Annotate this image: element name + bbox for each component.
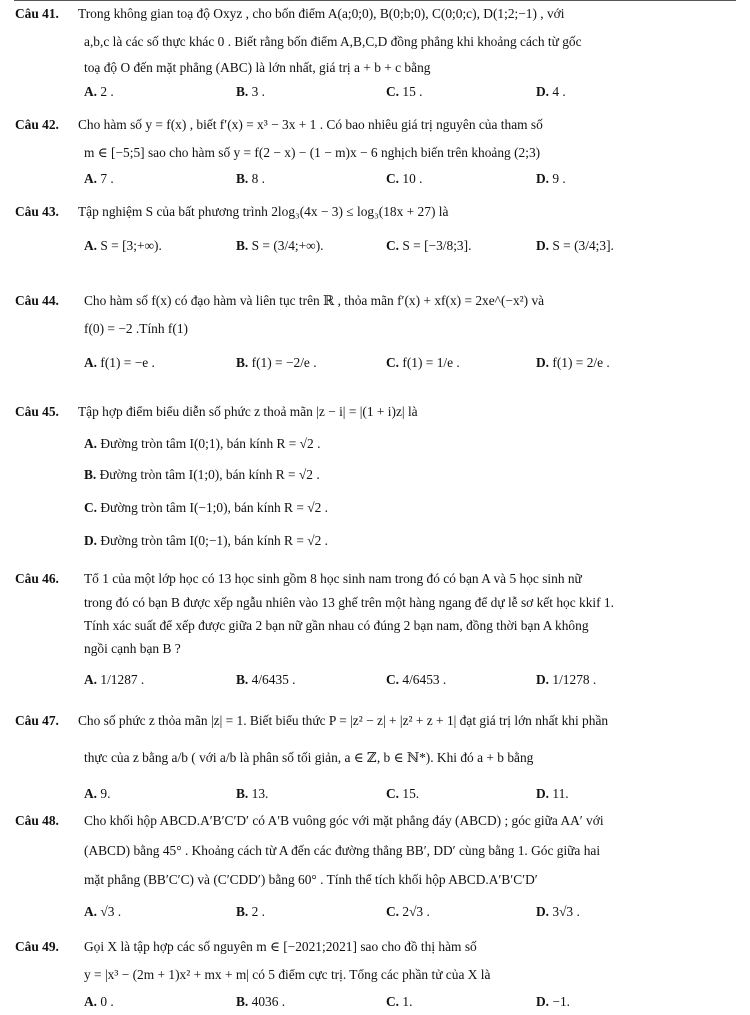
- q41-option-c: C. 15 .: [386, 84, 423, 99]
- q48-option-c: C. 2√3 .: [386, 904, 430, 919]
- q41-line-1: Trong không gian toạ độ Oxyz , cho bốn điểm A(a;0;0), B(0;b;0), C(0;0;c), D(1;2;−1) , với: [78, 6, 565, 21]
- q49-number: Câu 49.: [15, 939, 59, 954]
- q47-option-a: A. 9.: [84, 786, 111, 801]
- q46-line-3: Tính xác suất để xếp được giữa 2 bạn nữ gần nhau có đúng 2 bạn nam, đồng thời bạn A không: [84, 618, 589, 633]
- q43-option-c: C. S = [−3/8;3].: [386, 238, 472, 253]
- q41-number: Câu 41.: [15, 6, 59, 21]
- q49-option-a: A. 0 .: [84, 994, 114, 1009]
- q41-line-3: toạ độ O đến mặt phẳng (ABC) là lớn nhất, giá trị a + b + c bằng: [84, 60, 431, 75]
- q49-option-c: C. 1.: [386, 994, 413, 1009]
- q42-option-c: C. 10 .: [386, 171, 423, 186]
- top-rule: [14, 0, 736, 1]
- q44-option-c: C. f(1) = 1/e .: [386, 355, 460, 370]
- q47-line-2: thực của z bằng a/b ( với a/b là phân số tối giản, a ∈ ℤ, b ∈ ℕ*). Khi đó a + b bằng: [84, 750, 534, 765]
- q46-number: Câu 46.: [15, 571, 59, 586]
- q44-option-a: A. f(1) = −e .: [84, 355, 155, 370]
- q47-option-c: C. 15.: [386, 786, 420, 801]
- q49-option-b: B. 4036 .: [236, 994, 286, 1009]
- q45-number: Câu 45.: [15, 404, 59, 419]
- q46-line-1: Tổ 1 của một lớp học có 13 học sinh gồm 8 học sinh nam trong đó có bạn A và 5 học sinh nữ: [84, 571, 582, 586]
- q45-option-b: B. Đường tròn tâm I(1;0), bán kính R = √2 .: [84, 467, 320, 482]
- q41-option-a: A. 2 .: [84, 84, 114, 99]
- q49-line-2: y = |x³ − (2m + 1)x² + mx + m| có 5 điểm cực trị. Tổng các phần tử của X là: [84, 967, 491, 982]
- q45-option-d: D. Đường tròn tâm I(0;−1), bán kính R = √2 .: [84, 533, 328, 548]
- q45-option-c: C. Đường tròn tâm I(−1;0), bán kính R = √2 .: [84, 500, 328, 515]
- q48-line-3: mặt phẳng (BB′C′C) và (C′CDD′) bằng 60° . Tính thể tích khối hộp ABCD.A′B′C′D′: [84, 872, 538, 887]
- q46-line-4: ngồi cạnh bạn B ?: [84, 641, 181, 656]
- q47-option-b: B. 13.: [236, 786, 269, 801]
- q43-number: Câu 43.: [15, 204, 59, 219]
- q46-option-c: C. 4/6453 .: [386, 672, 447, 687]
- q47-option-d: D. 11.: [536, 786, 569, 801]
- q42-number: Câu 42.: [15, 117, 59, 132]
- q41-option-b: B. 3 .: [236, 84, 266, 99]
- q44-number: Câu 44.: [15, 293, 59, 308]
- q42-option-a: A. 7 .: [84, 171, 114, 186]
- q44-line-2: f(0) = −2 .Tính f(1): [84, 321, 188, 336]
- q46-line-2: trong đó có bạn B được xếp ngẫu nhiên vào 13 ghế trên một hàng ngang để dự lễ sơ kết học kkif 1.: [84, 595, 614, 610]
- q47-number: Câu 47.: [15, 713, 59, 728]
- q42-line-2: m ∈ [−5;5] sao cho hàm số y = f(2 − x) − (1 − m)x − 6 nghịch biến trên khoảng (2;3): [84, 145, 541, 160]
- q45-line-1: Tập hợp điểm biểu diễn số phức z thoả mãn |z − i| = |(1 + i)z| là: [78, 404, 418, 419]
- q43-line-1: Tập nghiệm S của bất phương trình 2log₃(4x − 3) ≤ log₃(18x + 27) là: [78, 204, 449, 219]
- q42-option-b: B. 8 .: [236, 171, 266, 186]
- q44-line-1: Cho hàm số f(x) có đạo hàm và liên tục trên ℝ , thỏa mãn f′(x) + xf(x) = 2xe^(−x²) và: [84, 293, 545, 308]
- q49-line-1: Gọi X là tập hợp các số nguyên m ∈ [−2021;2021] sao cho đồ thị hàm số: [84, 939, 477, 954]
- q48-option-a: A. √3 .: [84, 904, 122, 919]
- q45-option-a: A. Đường tròn tâm I(0;1), bán kính R = √2 .: [84, 436, 321, 451]
- q48-option-b: B. 2 .: [236, 904, 266, 919]
- q42-option-d: D. 9 .: [536, 171, 566, 186]
- q47-line-1: Cho số phức z thỏa mãn |z| = 1. Biết biểu thức P = |z² − z| + |z² + z + 1| đạt giá trị lớn nhất khi phần: [78, 713, 609, 728]
- q44-option-b: B. f(1) = −2/e .: [236, 355, 317, 370]
- q42-line-1: Cho hàm số y = f(x) , biết f′(x) = x³ − 3x + 1 . Có bao nhiêu giá trị nguyên của tham số: [78, 117, 543, 132]
- q44-option-d: D. f(1) = 2/e .: [536, 355, 610, 370]
- q48-number: Câu 48.: [15, 813, 59, 828]
- q43-option-a: A. S = [3;+∞).: [84, 238, 162, 253]
- q48-option-d: D. 3√3 .: [536, 904, 580, 919]
- q41-line-2: a,b,c là các số thực khác 0 . Biết rằng bốn điểm A,B,C,D đồng phẳng khi khoảng cách từ gốc: [84, 34, 582, 49]
- q46-option-a: A. 1/1287 .: [84, 672, 145, 687]
- q49-option-d: D. −1.: [536, 994, 570, 1009]
- q48-line-1: Cho khối hộp ABCD.A′B′C′D′ có A′B vuông góc với mặt phẳng đáy (ABCD) ; góc giữa AA′ với: [84, 813, 604, 828]
- q43-option-d: D. S = (3/4;3].: [536, 238, 614, 253]
- q46-option-b: B. 4/6435 .: [236, 672, 296, 687]
- q43-option-b: B. S = (3/4;+∞).: [236, 238, 324, 253]
- q46-option-d: D. 1/1278 .: [536, 672, 597, 687]
- q41-option-d: D. 4 .: [536, 84, 566, 99]
- q48-line-2: (ABCD) bằng 45° . Khoảng cách từ A đến các đường thẳng BB′, DD′ cùng bằng 1. Góc giữa hai: [84, 843, 601, 858]
